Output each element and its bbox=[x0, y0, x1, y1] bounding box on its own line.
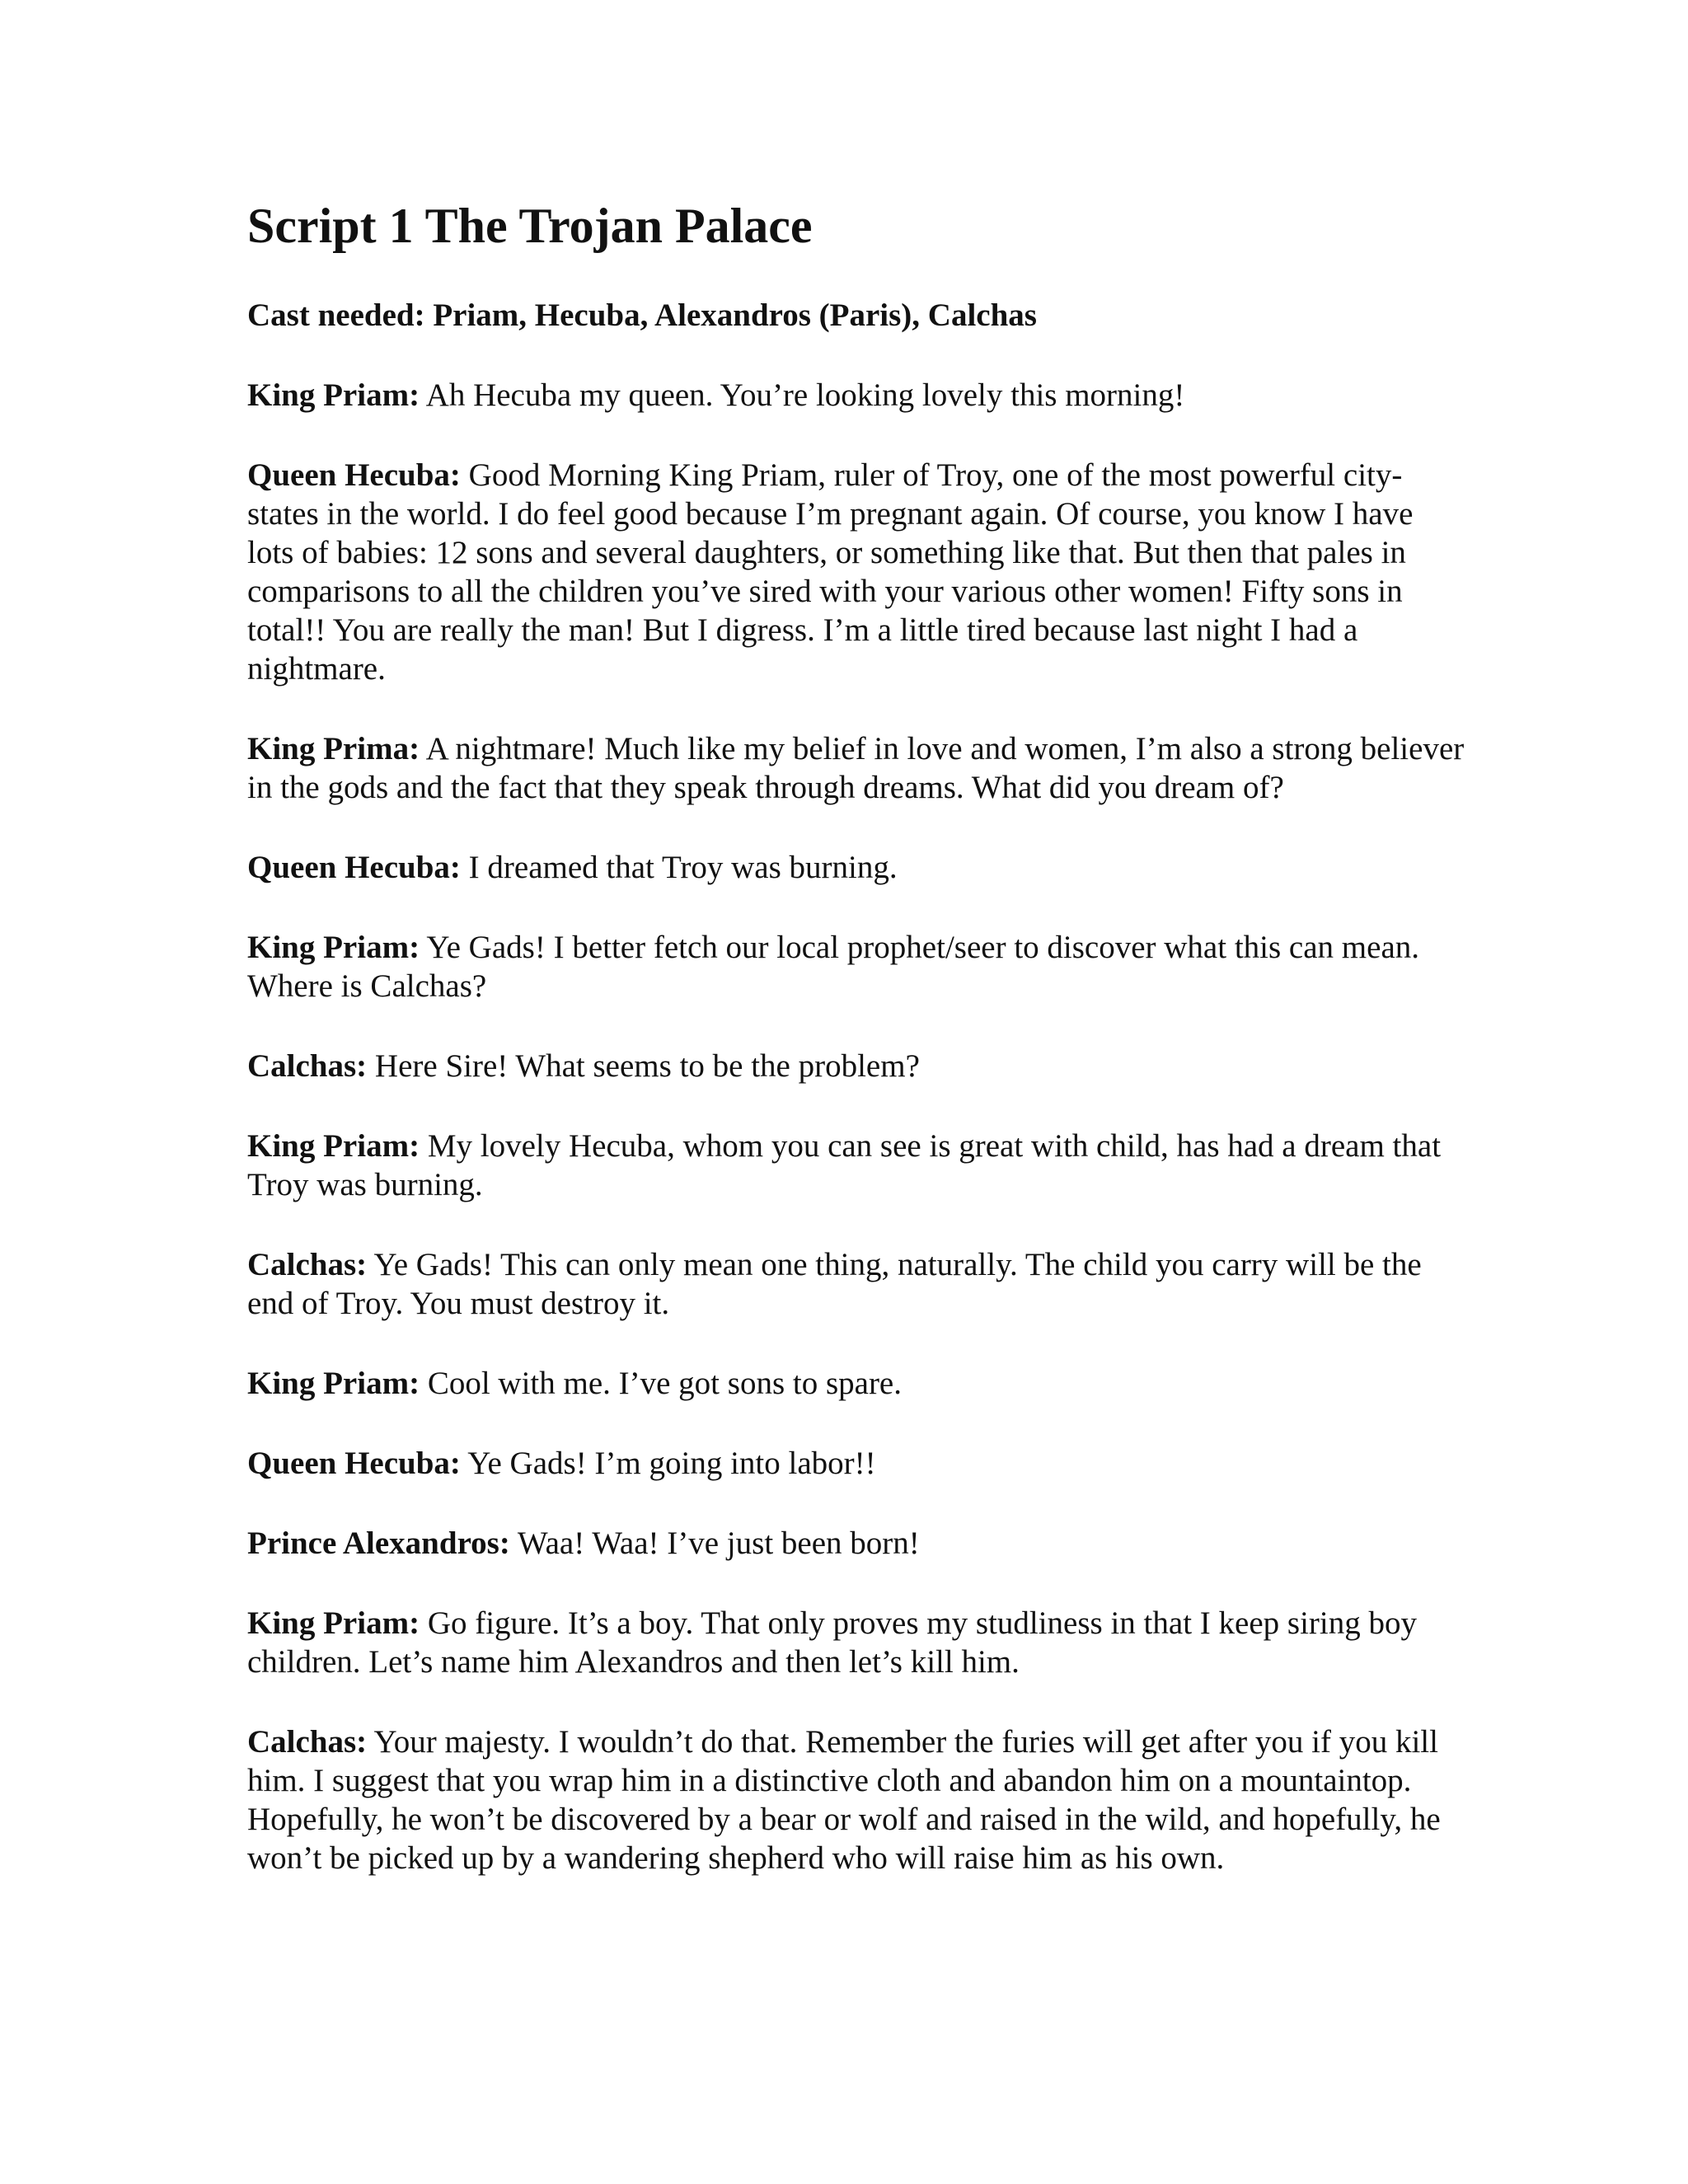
speaker-name: King Priam: bbox=[247, 1605, 420, 1641]
dialogue-line bbox=[247, 1127, 1467, 1204]
dialogue-line bbox=[247, 928, 1467, 1005]
page-title: Script 1 The Trojan Palace bbox=[247, 199, 813, 253]
speaker-name: King Priam: bbox=[247, 1128, 420, 1164]
dialogue-line bbox=[247, 1604, 1467, 1681]
speaker-name: Prince Alexandros: bbox=[247, 1526, 510, 1561]
speaker-name: King Prima: bbox=[247, 731, 420, 766]
dialogue-text: I dreamed that Troy was burning. bbox=[460, 850, 898, 885]
dialogue-text: Cool with me. I’ve got sons to spare. bbox=[420, 1366, 902, 1401]
cast-line: Cast needed: Priam, Hecuba, Alexandros (Paris), Calchas bbox=[247, 298, 1037, 333]
speaker-name: Calchas: bbox=[247, 1048, 368, 1084]
dialogue-text: Your majesty. I wouldn’t do that. Remember the furies will get after you if you kill him. I suggest that you wrap him in a distinctive cloth and abandon him on a mountaintop. Hopefully, he won’t be discovered by a bear or wolf and raised in the wild, and hopefully, he won’t be picked up by a wandering shepherd who will raise him as his own. bbox=[247, 1724, 1441, 1876]
dialogue-text: A nightmare! Much like my belief in love and women, I’m also a strong believer in the gods and the fact that they speak through dreams. What did you dream of? bbox=[247, 731, 1465, 805]
speaker-name: King Priam: bbox=[247, 1366, 420, 1401]
dialogue-line bbox=[247, 376, 1467, 415]
dialogue-text: Here Sire! What seems to be the problem? bbox=[367, 1048, 920, 1084]
dialogue-line bbox=[247, 1722, 1467, 1877]
dialogue-line bbox=[247, 456, 1467, 688]
dialogue-text: Go figure. It’s a boy. That only proves my studliness in that I keep siring boy children. Let’s name him Alexandros and then let’s kill him. bbox=[247, 1605, 1417, 1680]
dialogue-line bbox=[247, 848, 1467, 887]
speaker-name: King Priam: bbox=[247, 377, 420, 413]
speaker-name: Queen Hecuba: bbox=[247, 457, 461, 493]
dialogue-line bbox=[247, 1245, 1467, 1323]
dialogue-text: Good Morning King Priam, ruler of Troy, one of the most powerful city-states in the world. I do feel good because I’m pregnant again. Of course, you know I have lots of babies: 12 sons and several daughters, or something like that. But then that pales in comparisons to all the children you’ve sired with your various other women! Fifty sons in total!! You are really the man! But I digress. I’m a little tired because last night I had a nightmare. bbox=[247, 457, 1414, 687]
dialogue-line bbox=[247, 1444, 1467, 1483]
dialogue-line bbox=[247, 1524, 1467, 1563]
dialogue-text: Ye Gads! I’m going into labor!! bbox=[460, 1446, 876, 1481]
dialogue-text: My lovely Hecuba, whom you can see is great with child, has had a dream that Troy was burning. bbox=[247, 1128, 1442, 1202]
dialogue-line bbox=[247, 729, 1467, 807]
speaker-name: Calchas: bbox=[247, 1247, 368, 1282]
dialogue-line bbox=[247, 1047, 1467, 1085]
dialogue-line bbox=[247, 1364, 1467, 1403]
script-page bbox=[247, 198, 1467, 1919]
speaker-name: Calchas: bbox=[247, 1724, 368, 1760]
speaker-name: Queen Hecuba: bbox=[247, 850, 461, 885]
dialogue-text: Ye Gads! This can only mean one thing, naturally. The child you carry will be the end of Troy. You must destroy it. bbox=[247, 1247, 1422, 1321]
speaker-name: Queen Hecuba: bbox=[247, 1446, 461, 1481]
dialogue-text: Ah Hecuba my queen. You’re looking lovely this morning! bbox=[420, 377, 1185, 413]
dialogue-text: Waa! Waa! I’ve just been born! bbox=[509, 1526, 920, 1561]
dialogue-text: Ye Gads! I better fetch our local prophet/seer to discover what this can mean. Where is Calchas? bbox=[247, 930, 1420, 1004]
speaker-name: King Priam: bbox=[247, 930, 420, 965]
